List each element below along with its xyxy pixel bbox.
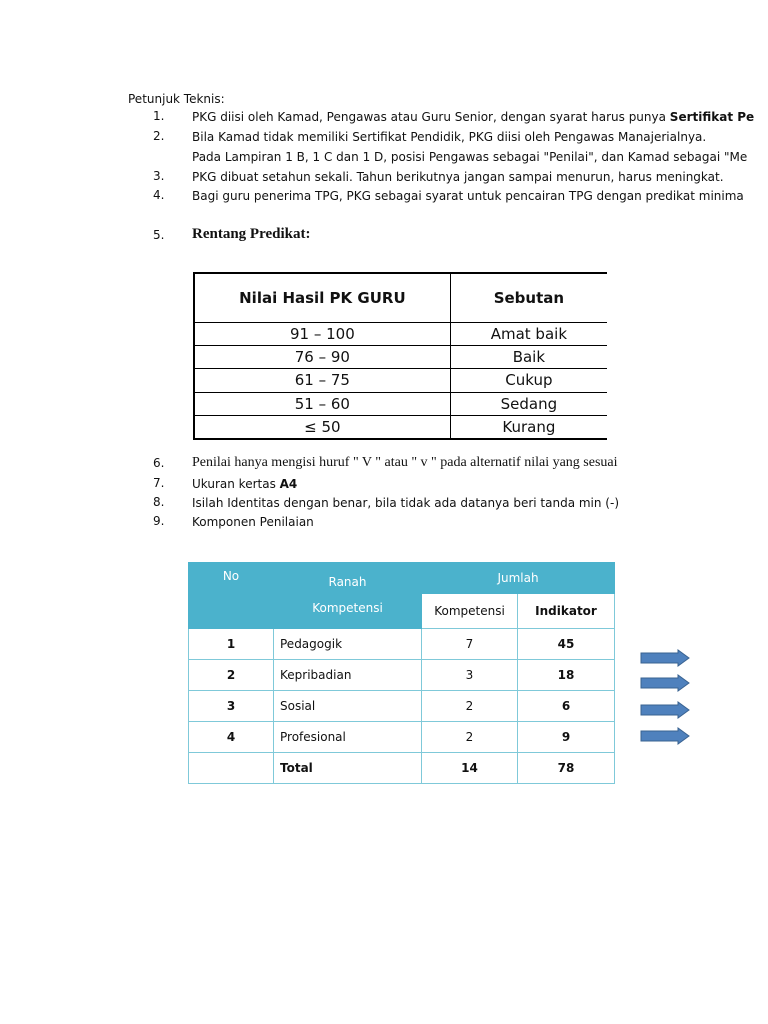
ranah-cell: Profesional xyxy=(274,722,422,753)
instruction-text: PKG diisi oleh Kamad, Pengawas atau Guru Senior, dengan syarat harus punya xyxy=(192,110,670,124)
table-row xyxy=(195,415,608,438)
column-header-indikator: Indikator xyxy=(518,594,615,629)
instruction-item: Komponen Penilaian xyxy=(192,515,314,529)
indikator-cell: 18 xyxy=(518,660,615,691)
table-row xyxy=(195,323,608,346)
kompetensi-cell: 3 xyxy=(422,660,518,691)
sebutan-cell: Kurang xyxy=(450,415,607,438)
indikator-cell: 9 xyxy=(518,722,615,753)
no-cell: 4 xyxy=(189,722,274,753)
total-kompetensi: 14 xyxy=(422,753,518,784)
table-row xyxy=(189,691,615,722)
no-cell: 2 xyxy=(189,660,274,691)
instructions-heading: Petunjuk Teknis: xyxy=(128,92,225,106)
item-number: 8. xyxy=(153,495,165,509)
nilai-cell: 61 – 75 xyxy=(195,369,451,392)
sebutan-cell: Amat baik xyxy=(450,323,607,346)
ranah-label: Ranah xyxy=(328,575,367,589)
nilai-cell: ≤ 50 xyxy=(195,415,451,438)
table-row xyxy=(195,392,608,415)
predikat-table xyxy=(193,272,607,440)
instruction-item xyxy=(192,110,754,124)
item-number: 4. xyxy=(153,188,165,202)
nilai-cell: 51 – 60 xyxy=(195,392,451,415)
ranah-cell: Sosial xyxy=(274,691,422,722)
rentang-predikat-heading: Rentang Predikat: xyxy=(192,226,311,242)
kompetensi-cell: 2 xyxy=(422,691,518,722)
column-header: Sebutan xyxy=(450,274,607,323)
column-header: Nilai Hasil PK GURU xyxy=(195,274,451,323)
kompetensi-cell: 7 xyxy=(422,629,518,660)
kompetensi-label: Kompetensi xyxy=(312,601,383,615)
total-label: Total xyxy=(274,753,422,784)
instruction-item: Isilah Identitas dengan benar, bila tidak ada datanya beri tanda min (-) xyxy=(192,496,619,510)
kompetensi-cell: 2 xyxy=(422,722,518,753)
right-arrow-icon xyxy=(640,701,690,719)
instruction-item: Pada Lampiran 1 B, 1 C dan 1 D, posisi Pengawas sebagai "Penilai", dan Kamad sebagai "Me xyxy=(192,150,748,164)
instruction-item: Bagi guru penerima TPG, PKG sebagai syarat untuk pencairan TPG dengan predikat minima xyxy=(192,189,744,203)
total-indikator: 78 xyxy=(518,753,615,784)
table-row xyxy=(195,369,608,392)
indikator-cell: 6 xyxy=(518,691,615,722)
item-number: 5. xyxy=(153,228,165,242)
item-number: 6. xyxy=(153,456,165,470)
item-number: 3. xyxy=(153,169,165,183)
table-row xyxy=(189,722,615,753)
no-cell: 1 xyxy=(189,629,274,660)
ranah-cell: Kepribadian xyxy=(274,660,422,691)
instructions-block xyxy=(0,0,755,210)
table-row xyxy=(195,346,608,369)
nilai-cell: 91 – 100 xyxy=(195,323,451,346)
instruction-item xyxy=(192,477,297,491)
right-arrow-icon xyxy=(640,649,690,667)
item-number: 7. xyxy=(153,476,165,490)
table-row xyxy=(189,660,615,691)
sebutan-cell: Cukup xyxy=(450,369,607,392)
ranah-cell: Pedagogik xyxy=(274,629,422,660)
no-cell: 3 xyxy=(189,691,274,722)
item-number: 1. xyxy=(153,109,165,123)
sebutan-cell: Sedang xyxy=(450,392,607,415)
sebutan-cell: Baik xyxy=(450,346,607,369)
right-arrow-icon xyxy=(640,727,690,745)
instruction-item: Penilai hanya mengisi huruf " V " atau " v " pada alternatif nilai yang sesuai xyxy=(192,455,618,470)
column-header-ranah xyxy=(274,563,422,629)
instruction-text: Ukuran kertas xyxy=(192,477,280,491)
right-arrow-icon xyxy=(640,674,690,692)
instruction-bold-text: Sertifikat Pe xyxy=(669,110,755,124)
no-cell xyxy=(189,753,274,784)
nilai-cell: 76 – 90 xyxy=(195,346,451,369)
item-number: 2. xyxy=(153,129,165,143)
indikator-cell: 45 xyxy=(518,629,615,660)
total-row xyxy=(189,753,615,784)
column-header-jumlah: Jumlah xyxy=(422,563,615,594)
column-header-kompetensi: Kompetensi xyxy=(422,594,518,629)
table-row xyxy=(189,629,615,660)
column-header-no: No xyxy=(189,563,274,629)
instruction-item: Bila Kamad tidak memiliki Sertifikat Pendidik, PKG diisi oleh Pengawas Manajerialnya. xyxy=(192,130,707,144)
instruction-item: PKG dibuat setahun sekali. Tahun berikutnya jangan sampai menurun, harus meningkat. xyxy=(192,170,724,184)
komponen-table xyxy=(188,562,614,784)
item-number: 9. xyxy=(153,514,165,528)
paper-size-value: A4 xyxy=(279,477,298,491)
